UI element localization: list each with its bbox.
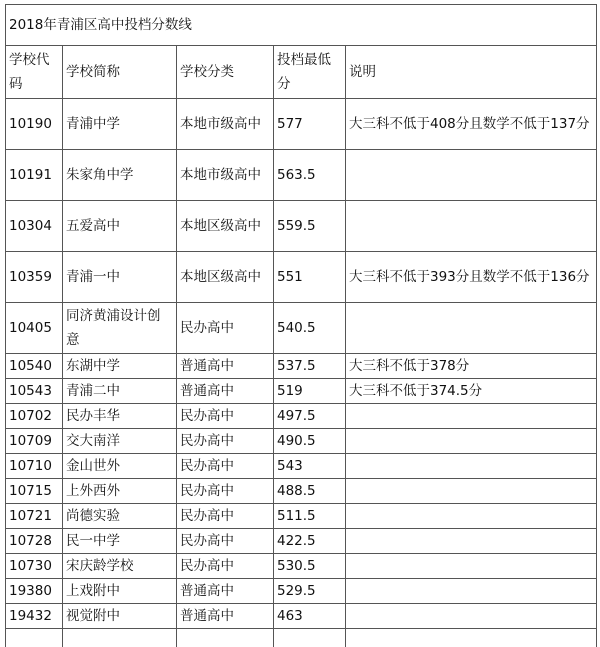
- cell-code: 10304: [6, 201, 63, 252]
- table-row: [6, 579, 597, 604]
- cell-note: 大三科不低于378分: [346, 354, 597, 379]
- cell-note: [346, 479, 597, 504]
- table-row-partial: [6, 629, 597, 647]
- cell-category: 民办高中: [177, 429, 274, 454]
- cell-min-score: 559.5: [274, 201, 346, 252]
- cell-note: [346, 429, 597, 454]
- table-row: [6, 479, 597, 504]
- cell-note: 大三科不低于408分且数学不低于137分: [346, 99, 597, 150]
- cell-min-score: 519: [274, 379, 346, 404]
- cell-category: 本地区级高中: [177, 252, 274, 303]
- cell-code: 19432: [6, 604, 63, 629]
- cell-min-score: 543: [274, 454, 346, 479]
- table-row: [6, 354, 597, 379]
- cell-category: 本地市级高中: [177, 150, 274, 201]
- cell-name: 交大南洋: [63, 429, 177, 454]
- cell-name: 民一中学: [63, 529, 177, 554]
- cell-name: 青浦二中: [63, 379, 177, 404]
- cell-note: [346, 579, 597, 604]
- cell-code: 10710: [6, 454, 63, 479]
- cell-name: 视觉附中: [63, 604, 177, 629]
- cell-name: 上戏附中: [63, 579, 177, 604]
- cell-name: 尚德实验: [63, 504, 177, 529]
- cell-code: 10721: [6, 504, 63, 529]
- cell-code: 10540: [6, 354, 63, 379]
- cell-category: 民办高中: [177, 303, 274, 354]
- header-row: [6, 46, 597, 99]
- cell-min-score: 577: [274, 99, 346, 150]
- cell-code: 10709: [6, 429, 63, 454]
- table-row: [6, 201, 597, 252]
- cell-note: [346, 150, 597, 201]
- cell-min-score: 490.5: [274, 429, 346, 454]
- cell-note: [346, 303, 597, 354]
- cell-code: 10359: [6, 252, 63, 303]
- cell-note: [346, 504, 597, 529]
- cell-name: 民办丰华: [63, 404, 177, 429]
- table-row: [6, 604, 597, 629]
- cell-code: 10405: [6, 303, 63, 354]
- table-row: [6, 429, 597, 454]
- cell-name: 青浦中学: [63, 99, 177, 150]
- cell-note: 大三科不低于374.5分: [346, 379, 597, 404]
- table-row: [6, 303, 597, 354]
- table-row: [6, 252, 597, 303]
- cell-note: [346, 554, 597, 579]
- cell-category: 本地市级高中: [177, 99, 274, 150]
- table-row: [6, 150, 597, 201]
- header-category: 学校分类: [177, 46, 274, 99]
- table-row: [6, 379, 597, 404]
- header-code: 学校代码: [6, 46, 63, 99]
- header-min-score: 投档最低分: [274, 46, 346, 99]
- cell-min-score: 422.5: [274, 529, 346, 554]
- table-row: [6, 454, 597, 479]
- cell-category: 普通高中: [177, 379, 274, 404]
- cell-code: 10728: [6, 529, 63, 554]
- cell-category: 民办高中: [177, 529, 274, 554]
- cell-name: 朱家角中学: [63, 150, 177, 201]
- cell-category: 普通高中: [177, 579, 274, 604]
- score-table: [5, 4, 597, 647]
- cell-category: 民办高中: [177, 504, 274, 529]
- cell-note: 大三科不低于393分且数学不低于136分: [346, 252, 597, 303]
- cell-category: 普通高中: [177, 604, 274, 629]
- header-note: 说明: [346, 46, 597, 99]
- cell-note: [346, 454, 597, 479]
- cell-code: 10543: [6, 379, 63, 404]
- cell-code: 19380: [6, 579, 63, 604]
- cell-name: 上外西外: [63, 479, 177, 504]
- cell-category: 民办高中: [177, 454, 274, 479]
- cell-name: 五爱高中: [63, 201, 177, 252]
- cell-note: [346, 404, 597, 429]
- cell-min-score: 551: [274, 252, 346, 303]
- cell-category: 民办高中: [177, 479, 274, 504]
- cell-category: 本地区级高中: [177, 201, 274, 252]
- cell-code: 10730: [6, 554, 63, 579]
- cell-min-score: 563.5: [274, 150, 346, 201]
- table-row: [6, 504, 597, 529]
- header-name: 学校简称: [63, 46, 177, 99]
- table-row: [6, 554, 597, 579]
- table-row: [6, 529, 597, 554]
- cell-note: [346, 529, 597, 554]
- cell-code: 10702: [6, 404, 63, 429]
- cell-min-score: 529.5: [274, 579, 346, 604]
- cell-category: 普通高中: [177, 354, 274, 379]
- cell-min-score: 540.5: [274, 303, 346, 354]
- cell-min-score: 497.5: [274, 404, 346, 429]
- cell-min-score: 511.5: [274, 504, 346, 529]
- cell-min-score: 530.5: [274, 554, 346, 579]
- table-row: [6, 404, 597, 429]
- cell-code: 10190: [6, 99, 63, 150]
- cell-min-score: 537.5: [274, 354, 346, 379]
- table-row: [6, 99, 597, 150]
- cell-category: 民办高中: [177, 554, 274, 579]
- cell-name: 金山世外: [63, 454, 177, 479]
- cell-note: [346, 201, 597, 252]
- cell-name: 青浦一中: [63, 252, 177, 303]
- cell-name: 东湖中学: [63, 354, 177, 379]
- table-title: 2018年青浦区高中投档分数线: [6, 5, 597, 46]
- cell-min-score: 463: [274, 604, 346, 629]
- cell-code: 10191: [6, 150, 63, 201]
- cell-min-score: 488.5: [274, 479, 346, 504]
- cell-category: 民办高中: [177, 404, 274, 429]
- cell-note: [346, 604, 597, 629]
- cell-name: 宋庆龄学校: [63, 554, 177, 579]
- cell-code: 10715: [6, 479, 63, 504]
- cell-name: 同济黄浦设计创意: [63, 303, 177, 354]
